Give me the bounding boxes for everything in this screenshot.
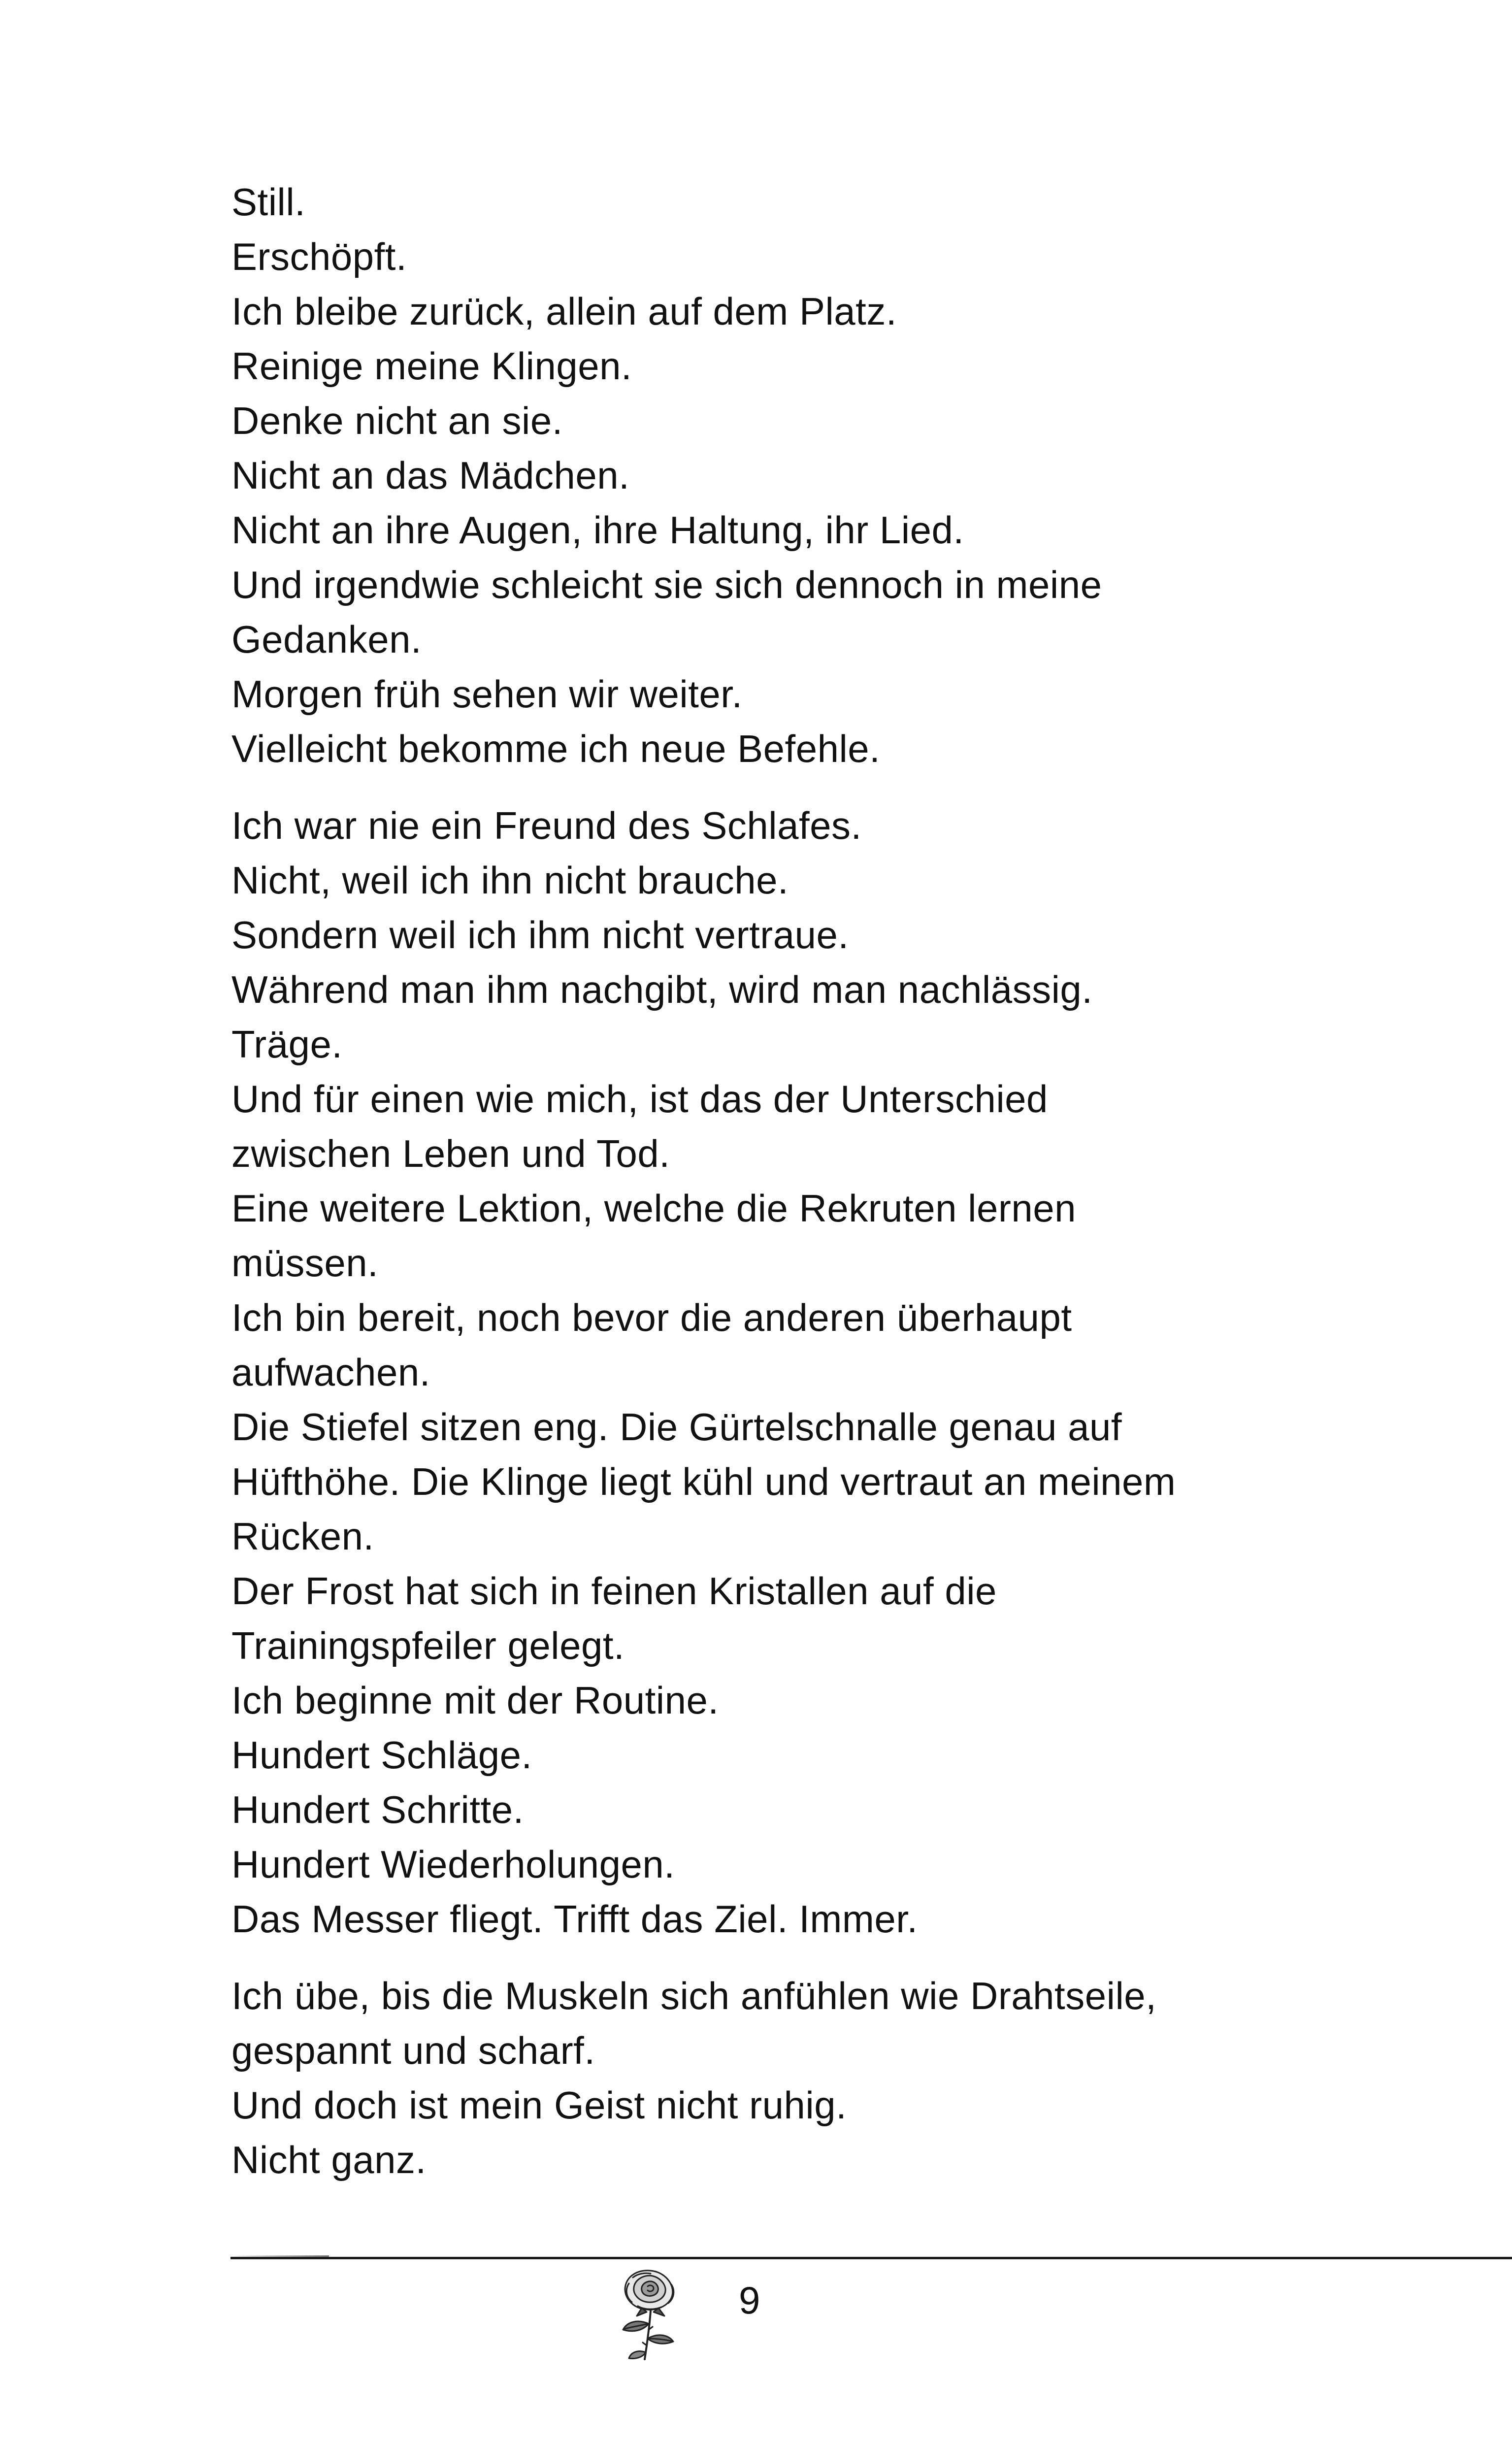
text-line: Und doch ist mein Geist nicht ruhig. (231, 2083, 847, 2127)
text-line: Sondern weil ich ihm nicht vertraue. (231, 913, 849, 957)
page-number: 9 (739, 2278, 760, 2322)
text-line: Gedanken. (231, 618, 422, 661)
text-line: Ich bin bereit, noch bevor die anderen überhaupt (231, 1296, 1072, 1339)
text-line: Eine weitere Lektion, welche die Rekruten lernen (231, 1187, 1076, 1230)
text-line: Morgen früh sehen wir weiter. (231, 672, 743, 716)
text-line: Reinige meine Klingen. (231, 344, 632, 388)
text-line: Während man ihm nachgibt, wird man nachlässig. (231, 968, 1093, 1011)
text-line: gespannt und scharf. (231, 2029, 595, 2072)
text-line: Ich war nie ein Freund des Schlafes. (231, 804, 862, 847)
text-line: Nicht an das Mädchen. (231, 454, 630, 497)
text-line: Vielleicht bekomme ich neue Befehle. (231, 727, 881, 770)
text-line: zwischen Leben und Tod. (231, 1132, 670, 1175)
text-line: Still. (231, 180, 306, 224)
body-text (231, 175, 1413, 2187)
paragraph-gap (231, 776, 1413, 798)
text-line: Und irgendwie schleicht sie sich dennoch in meine (231, 563, 1102, 606)
text-line: Ich bleibe zurück, allein auf dem Platz. (231, 290, 897, 333)
text-line: Trainingspfeiler gelegt. (231, 1624, 625, 1667)
text-line: Rücken. (231, 1515, 374, 1558)
text-line: müssen. (231, 1241, 379, 1285)
text-line: Nicht, weil ich ihn nicht brauche. (231, 858, 789, 902)
rose-icon (603, 2261, 697, 2374)
text-line: Hüfthöhe. Die Klinge liegt kühl und vertraut an meinem (231, 1460, 1176, 1503)
text-line: Denke nicht an sie. (231, 399, 563, 442)
text-line: Ich übe, bis die Muskeln sich anfühlen wie Drahtseile, (231, 1974, 1157, 2017)
text-line: Nicht ganz. (231, 2138, 427, 2181)
text-line: Erschöpft. (231, 235, 407, 278)
text-line: Der Frost hat sich in feinen Kristallen auf die (231, 1569, 997, 1613)
text-line: Die Stiefel sitzen eng. Die Gürtelschnalle genau auf (231, 1405, 1122, 1449)
footer-rule (230, 2257, 1512, 2259)
paragraph (231, 798, 1413, 1947)
text-line: Hundert Wiederholungen. (231, 1843, 675, 1886)
text-line: Nicht an ihre Augen, ihre Haltung, ihr Lied. (231, 508, 964, 552)
paragraph (231, 175, 1413, 776)
text-line: Hundert Schläge. (231, 1733, 532, 1777)
text-line: Träge. (231, 1023, 343, 1066)
text-line: Das Messer fliegt. Trifft das Ziel. Immer. (231, 1897, 918, 1941)
paragraph-gap (231, 1947, 1413, 1969)
text-line: Hundert Schritte. (231, 1788, 524, 1831)
text-line: Und für einen wie mich, ist das der Unterschied (231, 1077, 1048, 1121)
text-line: Ich beginne mit der Routine. (231, 1679, 719, 1722)
text-line: aufwachen. (231, 1351, 430, 1394)
paragraph (231, 1969, 1413, 2187)
